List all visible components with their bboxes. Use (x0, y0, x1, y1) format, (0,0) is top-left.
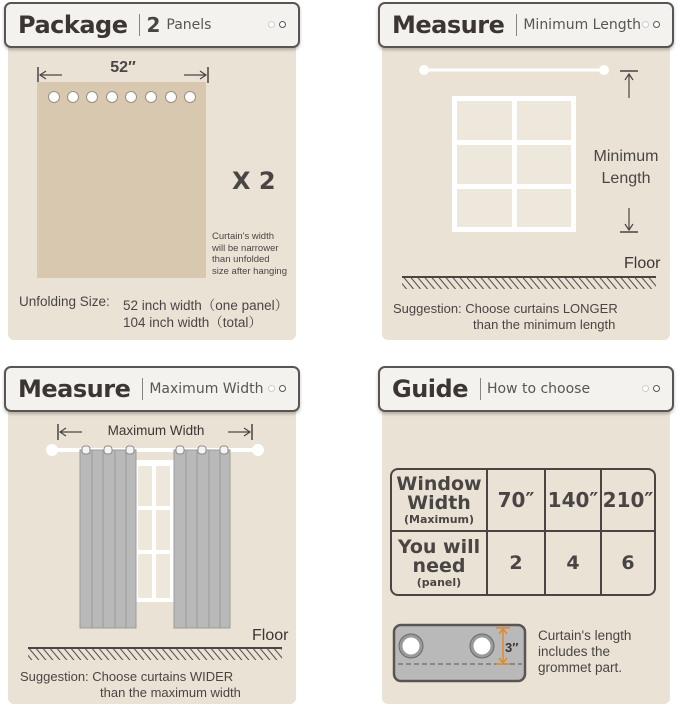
panels-needed-header: You will need (panel) (392, 532, 488, 594)
package-count: 2 (146, 13, 161, 37)
guide-subtitle: How to choose (486, 381, 591, 397)
grommet-note: Curtain's length includes the grommet part. (538, 628, 632, 675)
package-width-label: 52″ (110, 59, 136, 76)
panel-count-cell: 4 (546, 532, 602, 594)
min-length-label: Minimum Length (593, 148, 659, 187)
min-length-title: Measure (392, 11, 505, 39)
max-width-title: Measure (18, 375, 131, 403)
min-length-subtitle: Minimum Length (523, 17, 641, 33)
max-width-suggestion: Suggestion: Choose curtains WIDER than the maximum width (20, 669, 241, 700)
width-cell: 210″ (602, 470, 654, 532)
package-subtitle: Panels (166, 17, 212, 33)
width-cell: 70″ (488, 470, 546, 532)
package-note: Curtain's width will be narrower than unfolded size after hanging (212, 231, 287, 277)
unfolding-size-panel: 52 inch width（one panel） (123, 298, 289, 313)
min-length-suggestion: Suggestion: Choose curtains LONGER than the minimum length (393, 301, 618, 332)
unfolding-size-total: 104 inch width（total） (123, 315, 262, 330)
width-cell: 140″ (546, 470, 602, 532)
max-width-subtitle: Maximum Width (149, 381, 264, 397)
panel-count-cell: 2 (488, 532, 546, 594)
max-width-label: Maximum Width (107, 423, 205, 438)
max-width-floor-label: Floor (252, 627, 289, 644)
package-title: Package (18, 11, 128, 39)
min-length-floor-label: Floor (624, 255, 661, 272)
package-multiplier: X 2 (232, 167, 276, 195)
guide-title: Guide (392, 375, 468, 403)
unfolding-size-label: Unfolding Size: (19, 294, 110, 309)
grommet-measure-label: 3″ (505, 640, 519, 655)
panel-count-cell: 6 (621, 552, 635, 574)
window-width-header: Window Width (Maximum) (392, 470, 488, 532)
